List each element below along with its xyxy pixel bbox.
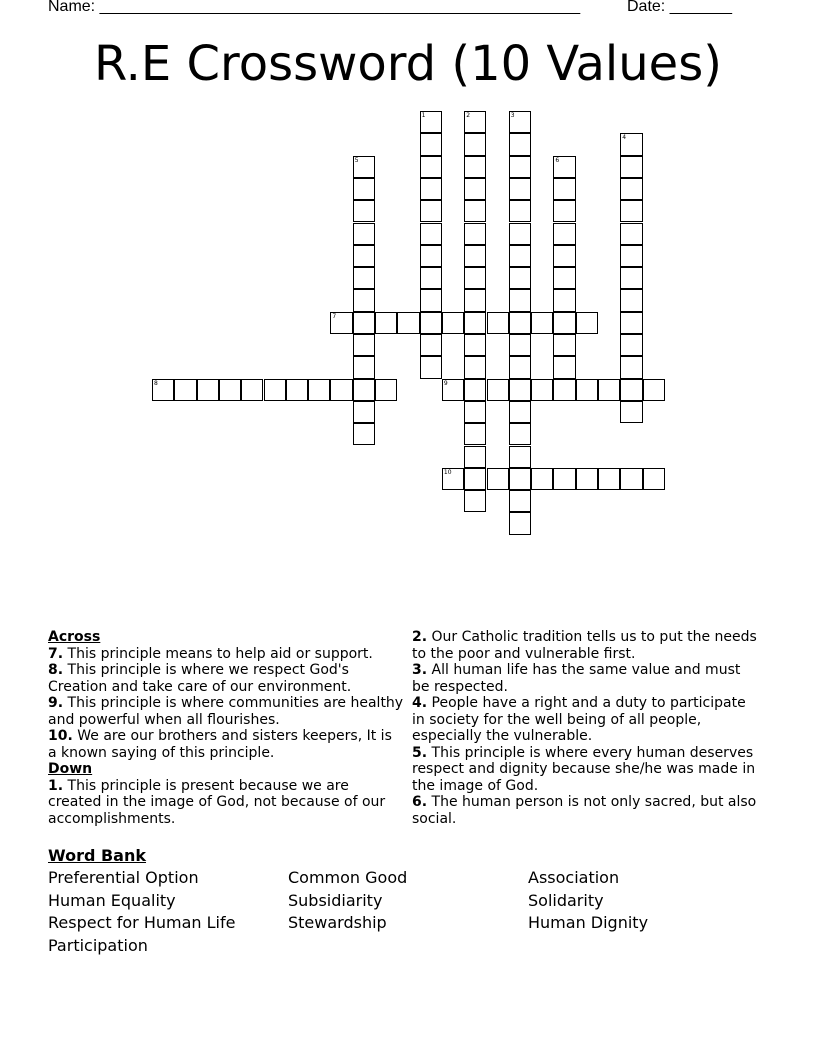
crossword-cell[interactable]: [241, 379, 263, 401]
word-bank-item: Preferential Option: [48, 868, 199, 887]
crossword-cell[interactable]: [353, 200, 375, 222]
crossword-cell[interactable]: [620, 312, 642, 334]
date-field: Date: _______: [627, 0, 732, 15]
crossword-cell[interactable]: [286, 379, 308, 401]
clue-across-10: 10. We are our brothers and sisters keepers, It is a known saying of this principle.: [48, 728, 392, 761]
crossword-cell[interactable]: [420, 133, 442, 155]
crossword-cell[interactable]: [420, 312, 442, 334]
clue-number: 3: [510, 112, 515, 119]
clue-number: 7: [332, 312, 337, 320]
crossword-cell[interactable]: [442, 312, 464, 334]
crossword-cell[interactable]: [509, 200, 531, 222]
crossword-cell[interactable]: [464, 245, 486, 267]
crossword-cell[interactable]: [643, 468, 665, 490]
clue-down-4: 4. People have a right and a duty to participate in society for the well being of all people, especially the vulnerable.: [412, 695, 746, 744]
crossword-cell[interactable]: [464, 446, 486, 468]
crossword-cell[interactable]: [620, 468, 642, 490]
crossword-cell[interactable]: [509, 490, 531, 512]
crossword-cell[interactable]: [464, 178, 486, 200]
crossword-cell[interactable]: [509, 423, 531, 445]
crossword-cell[interactable]: [219, 379, 241, 401]
crossword-cell[interactable]: [353, 401, 375, 423]
crossword-cell[interactable]: [308, 379, 330, 401]
word-bank-title: Word Bank: [48, 846, 147, 865]
crossword-cell[interactable]: [375, 379, 397, 401]
crossword-cell[interactable]: [353, 356, 375, 378]
crossword-cell[interactable]: [464, 468, 486, 490]
word-bank: [48, 867, 768, 958]
crossword-cell[interactable]: [487, 312, 509, 334]
crossword-cell[interactable]: [442, 468, 464, 490]
clue-number: 9: [443, 379, 448, 387]
crossword-cell[interactable]: [353, 245, 375, 267]
clue-across-8: 8. This principle is where we respect God's Creation and take care of our environment.: [48, 662, 352, 695]
word-bank-item: Human Equality: [48, 890, 176, 910]
crossword-cell[interactable]: [553, 267, 575, 289]
crossword-cell[interactable]: [420, 289, 442, 311]
word-bank-item: Respect for Human Life: [48, 913, 236, 933]
clue-down-1: 1. This principle is present because we are created in the image of God, not because of our accomplishments.: [48, 777, 386, 827]
crossword-cell[interactable]: [420, 156, 442, 178]
word-bank-item: Common Good: [288, 868, 408, 887]
crossword-cell[interactable]: [509, 245, 531, 267]
crossword-cell[interactable]: [420, 245, 442, 267]
crossword-cell[interactable]: [553, 334, 575, 356]
crossword-cell[interactable]: [464, 334, 486, 356]
crossword-cell[interactable]: [509, 178, 531, 200]
crossword-cell[interactable]: [553, 178, 575, 200]
crossword-cell[interactable]: [509, 156, 531, 178]
crossword-cell[interactable]: [464, 423, 486, 445]
crossword-cell[interactable]: [420, 200, 442, 222]
crossword-cell[interactable]: [464, 312, 486, 334]
name-field: Name: ______________________________________________________: [48, 0, 581, 15]
crossword-cell[interactable]: [553, 468, 575, 490]
crossword-cell[interactable]: [620, 223, 642, 245]
crossword-cell[interactable]: [464, 200, 486, 222]
crossword-cell[interactable]: [509, 133, 531, 155]
crossword-cell[interactable]: [420, 267, 442, 289]
crossword-cell[interactable]: [509, 446, 531, 468]
crossword-cell[interactable]: [353, 312, 375, 334]
crossword-cell[interactable]: [598, 379, 620, 401]
word-bank-item: Association: [528, 868, 620, 887]
crossword-cell[interactable]: [353, 423, 375, 445]
crossword-cell[interactable]: [553, 289, 575, 311]
page-title: R.E Crossword (10 Values): [94, 36, 722, 92]
crossword-cell[interactable]: [464, 289, 486, 311]
crossword-cell[interactable]: [620, 267, 642, 289]
crossword-cell[interactable]: [464, 356, 486, 378]
crossword-cell[interactable]: [598, 468, 620, 490]
clue-number: 8: [154, 379, 158, 387]
word-bank-item: Subsidiarity: [288, 890, 383, 910]
crossword-cell[interactable]: [620, 379, 642, 401]
crossword-cell[interactable]: [553, 312, 575, 334]
clue-down-5: 5. This principle is where every human deserves respect and dignity because she/he was made in the image of God.: [412, 744, 756, 794]
crossword-cell[interactable]: [464, 156, 486, 178]
crossword-cell[interactable]: [576, 468, 598, 490]
crossword-cell[interactable]: [464, 379, 486, 401]
crossword-cell[interactable]: [353, 267, 375, 289]
crossword-cell[interactable]: [509, 223, 531, 245]
down-heading: Down: [48, 761, 93, 777]
crossword-cell[interactable]: [509, 111, 531, 133]
crossword-cell[interactable]: [464, 111, 486, 133]
crossword-cell[interactable]: [553, 200, 575, 222]
crossword-cell[interactable]: [531, 379, 553, 401]
crossword-cell[interactable]: [442, 379, 464, 401]
crossword-cell[interactable]: [576, 312, 598, 334]
crossword-cell[interactable]: [420, 356, 442, 378]
crossword-cell[interactable]: [620, 401, 642, 423]
crossword-cell[interactable]: [620, 356, 642, 378]
crossword-cell[interactable]: [197, 379, 219, 401]
clue-number: 1: [421, 112, 426, 119]
crossword-cell[interactable]: [330, 312, 352, 334]
crossword-cell[interactable]: [509, 334, 531, 356]
word-bank-item: Stewardship: [288, 913, 387, 933]
crossword-cell[interactable]: [509, 267, 531, 289]
crossword-cell[interactable]: [174, 379, 196, 401]
clue-number: 2: [466, 112, 471, 119]
crossword-cell[interactable]: [487, 379, 509, 401]
crossword-cell[interactable]: [353, 379, 375, 401]
crossword-cell[interactable]: [509, 468, 531, 490]
crossword-cell[interactable]: [620, 178, 642, 200]
crossword-cell[interactable]: [553, 156, 575, 178]
crossword-cell[interactable]: [353, 156, 375, 178]
crossword-cell[interactable]: [620, 245, 642, 267]
crossword-cell[interactable]: [620, 289, 642, 311]
crossword-cell[interactable]: [531, 468, 553, 490]
across-heading: Across: [48, 629, 101, 645]
clue-number: 5: [354, 156, 359, 164]
crossword-cell[interactable]: [643, 379, 665, 401]
crossword-cell[interactable]: [464, 133, 486, 155]
crossword-cell[interactable]: [420, 111, 442, 133]
crossword-cell[interactable]: [330, 379, 352, 401]
crossword-cell[interactable]: [152, 379, 174, 401]
crossword-cell[interactable]: [553, 245, 575, 267]
crossword-cell[interactable]: [353, 289, 375, 311]
crossword-cell[interactable]: [553, 379, 575, 401]
clues-left-column: [48, 629, 404, 827]
clue-number: 6: [555, 156, 560, 164]
crossword-cell[interactable]: [464, 267, 486, 289]
crossword-cell[interactable]: [264, 379, 286, 401]
crossword-cell[interactable]: [553, 356, 575, 378]
crossword-cell[interactable]: [464, 490, 486, 512]
crossword-cell[interactable]: [620, 156, 642, 178]
crossword-cell[interactable]: [464, 223, 486, 245]
word-bank-item: Solidarity: [528, 890, 604, 910]
crossword-cell[interactable]: [375, 312, 397, 334]
crossword-cell[interactable]: [509, 379, 531, 401]
crossword-cell[interactable]: [420, 178, 442, 200]
crossword-cell[interactable]: [397, 312, 419, 334]
crossword-cell[interactable]: [509, 512, 531, 534]
word-bank-item: Human Dignity: [528, 913, 649, 933]
clues-right-column: [412, 629, 762, 827]
crossword-cell[interactable]: [620, 133, 642, 155]
crossword-cell[interactable]: [509, 312, 531, 334]
clue-number: 4: [622, 134, 627, 142]
crossword-cell[interactable]: [553, 223, 575, 245]
crossword-cell[interactable]: [620, 334, 642, 356]
clue-across-7: 7. This principle means to help aid or support.: [48, 645, 373, 662]
crossword-cell[interactable]: [353, 223, 375, 245]
clue-down-3: 3. All human life has the same value and must be respected.: [412, 662, 741, 695]
word-bank-item: Participation: [48, 936, 148, 956]
crossword-cell[interactable]: [353, 178, 375, 200]
crossword-cell[interactable]: [531, 312, 553, 334]
crossword-cell[interactable]: [509, 289, 531, 311]
clue-number: 10: [443, 468, 452, 476]
crossword-cell[interactable]: [464, 401, 486, 423]
clue-down-6: 6. The human person is not only sacred, but also social.: [412, 794, 757, 827]
crossword-cell[interactable]: [420, 334, 442, 356]
clue-across-9: 9. This principle is where communities are healthy and powerful when all flourishes.: [48, 695, 404, 728]
clue-down-2: 2. Our Catholic tradition tells us to put the needs to the poor and vulnerable first.: [412, 629, 757, 662]
crossword-cell[interactable]: [353, 334, 375, 356]
crossword-cell[interactable]: [420, 223, 442, 245]
crossword-cell[interactable]: [576, 379, 598, 401]
crossword-cell[interactable]: [509, 356, 531, 378]
crossword-cell[interactable]: [509, 401, 531, 423]
crossword-cell[interactable]: [487, 468, 509, 490]
crossword-cell[interactable]: [620, 200, 642, 222]
